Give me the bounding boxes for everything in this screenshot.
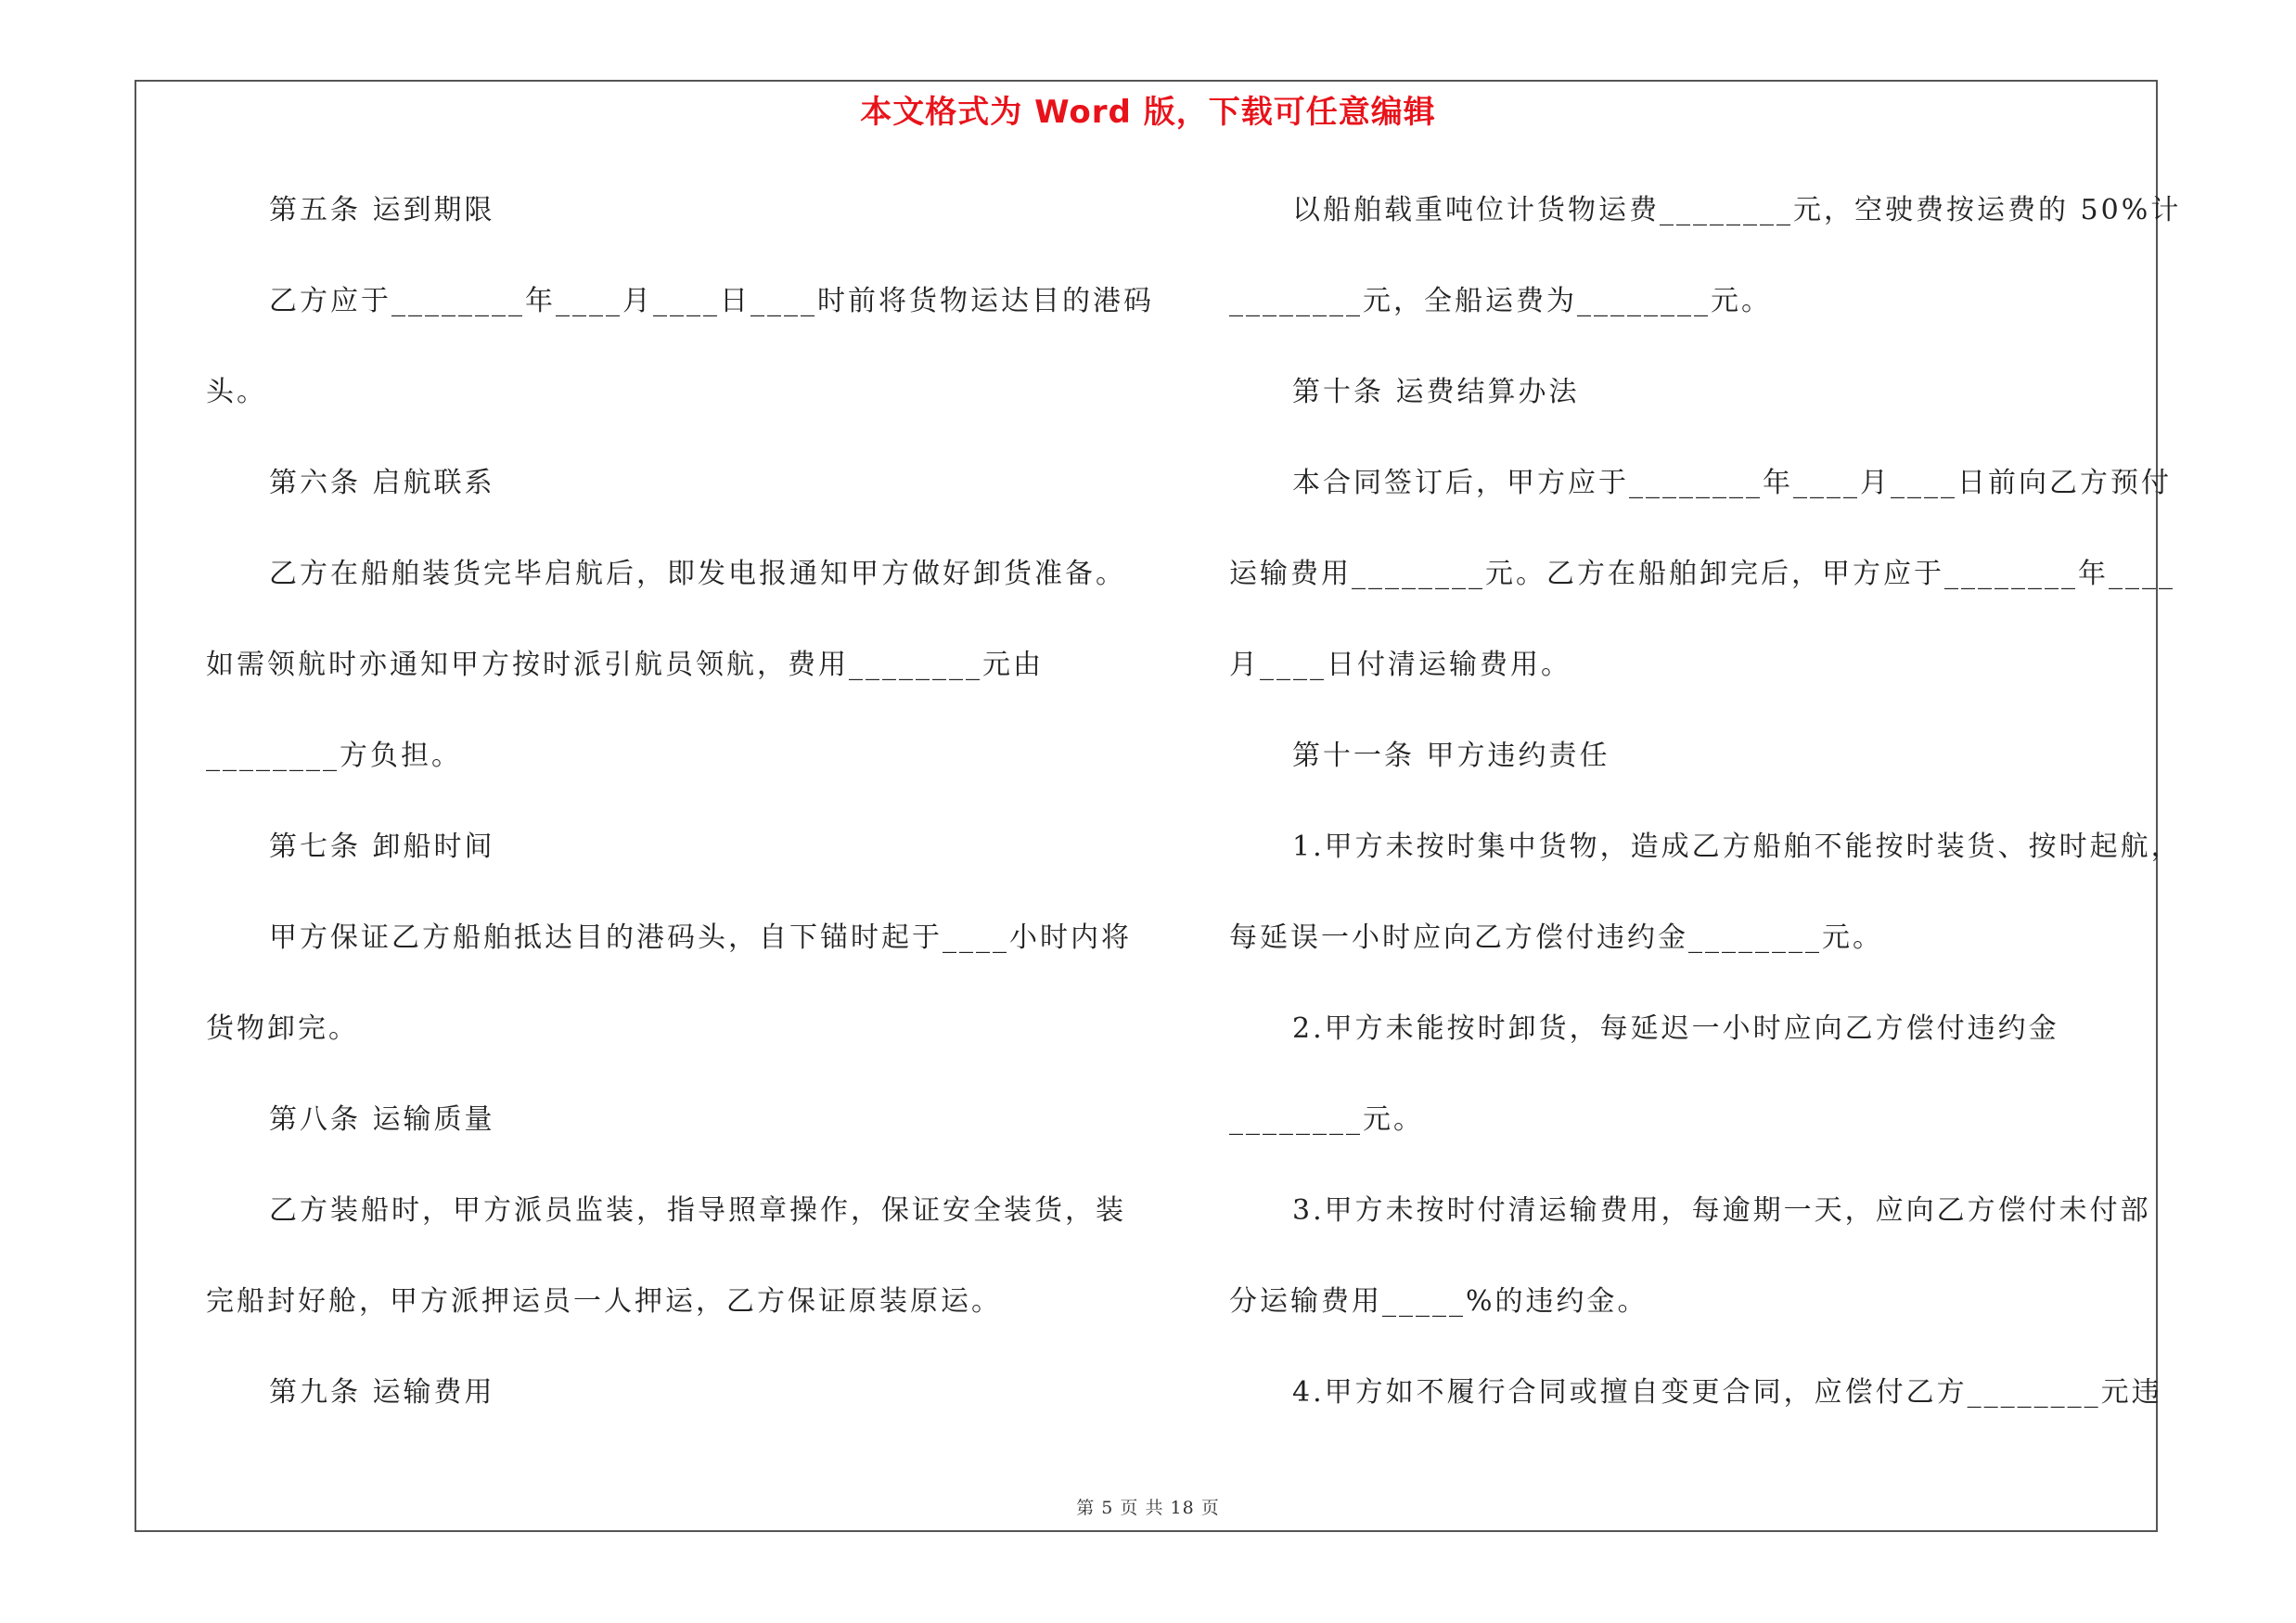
paragraph-line: 第九条 运输费用 — [269, 1376, 495, 1409]
paragraph-line: 第七条 卸船时间 — [269, 831, 495, 863]
paragraph-line: 乙方在船舶装货完毕启航后，即发电报通知甲方做好卸货准备。 — [269, 558, 1126, 590]
paragraph-line: 甲方保证乙方船舶抵达目的港码头，自下锚时起于____小时内将 — [269, 921, 1132, 954]
paragraph-line: 第八条 运输质量 — [269, 1103, 495, 1136]
paragraph-line: ________元。 — [1229, 1103, 1424, 1136]
paragraph-line: 完船封好舱，甲方派押运员一人押运，乙方保证原装原运。 — [206, 1285, 1002, 1318]
paragraph-line: ________元，全船运费为________元。 — [1229, 285, 1772, 317]
paragraph-line: 第六条 启航联系 — [269, 467, 495, 499]
paragraph-line: 如需领航时亦通知甲方按时派引航员领航，费用________元由 — [206, 649, 1044, 681]
paragraph-line: 1.甲方未按时集中货物，造成乙方船舶不能按时装货、按时起航， — [1292, 831, 2182, 863]
paragraph-line: 4.甲方如不履行合同或擅自变更合同，应偿付乙方________元违 — [1292, 1376, 2162, 1409]
paragraph-line: 每延误一小时应向乙方偿付违约金________元。 — [1229, 921, 1883, 954]
paragraph-line: 3.甲方未按时付清运输费用，每逾期一天，应向乙方偿付未付部 — [1292, 1194, 2151, 1227]
banner-title: 本文格式为 Word 版，下载可任意编辑 — [860, 94, 1436, 131]
paragraph-line: 以船舶载重吨位计货物运费________元，空驶费按运费的 50%计 — [1292, 194, 2182, 226]
right-column — [1229, 165, 2182, 1438]
paragraph-line: 第五条 运到期限 — [269, 194, 495, 226]
paragraph-line: 本合同签订后，甲方应于________年____月____日前向乙方预付 — [1292, 467, 2172, 499]
paragraph-line: 货物卸完。 — [206, 1012, 359, 1045]
paragraph-line: 第十条 运费结算办法 — [1292, 376, 1580, 408]
paragraph-line: 乙方装船时，甲方派员监装，指导照章操作，保证安全装货，装 — [269, 1194, 1126, 1227]
paragraph-line: 乙方应于________年____月____日____时前将货物运达目的港码 — [269, 285, 1154, 317]
left-column — [206, 165, 1152, 1438]
paragraph-line: 月____日付清运输费用。 — [1229, 649, 1571, 681]
paragraph-line: 2.甲方未能按时卸货，每延迟一小时应向乙方偿付违约金 — [1292, 1012, 2059, 1045]
paragraph-line: 分运输费用_____%的违约金。 — [1229, 1285, 1648, 1318]
paragraph-line: ________方负担。 — [206, 740, 462, 772]
paragraph-line: 头。 — [206, 376, 267, 408]
paragraph-line: 第十一条 甲方违约责任 — [1292, 740, 1610, 772]
page-footer: 第 5 页 共 18 页 — [1076, 1498, 1220, 1518]
paragraph-line: 运输费用________元。乙方在船舶卸完后，甲方应于________年____ — [1229, 558, 2175, 590]
